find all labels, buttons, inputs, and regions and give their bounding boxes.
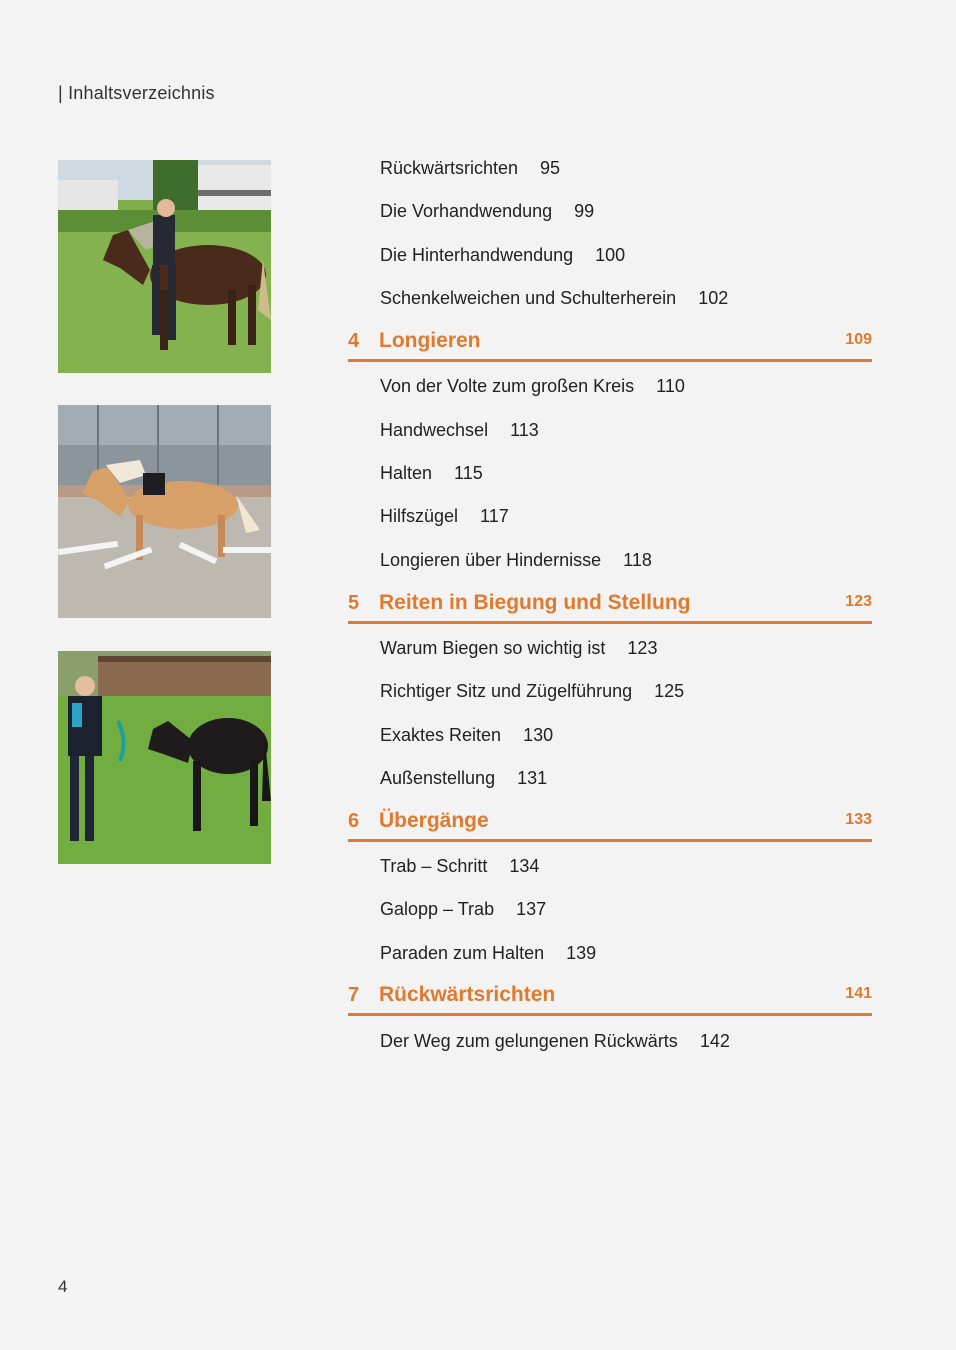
toc-entry[interactable] — [380, 679, 684, 703]
toc-entry-title: Warum Biegen so wichtig ist — [380, 638, 606, 658]
toc-entry[interactable] — [380, 1029, 730, 1053]
toc-entry[interactable] — [380, 156, 560, 180]
toc-entry[interactable] — [380, 286, 728, 310]
toc-entry-title: Longieren über Hindernisse — [380, 550, 602, 570]
toc-entry-title: Schenkelweichen und Schulterherein — [380, 288, 677, 308]
chapter-page: 123 — [845, 593, 872, 610]
photo-handler-pony — [58, 651, 271, 864]
toc-entry-title: Galopp – Trab — [380, 899, 495, 919]
toc-entry[interactable] — [380, 418, 539, 442]
toc-entry[interactable] — [380, 636, 657, 660]
toc-entry-page: 134 — [509, 856, 540, 876]
toc-entry-title: Exaktes Reiten — [380, 725, 502, 745]
toc-entry[interactable] — [380, 199, 594, 223]
chapter-heading[interactable] — [348, 983, 872, 1016]
toc-entry-title: Handwechsel — [380, 420, 489, 440]
chapter-page: 109 — [845, 331, 872, 348]
chapter-page: 133 — [845, 811, 872, 828]
toc-entry-page: 102 — [698, 288, 729, 308]
chapter-title: Rückwärtsrichten — [379, 983, 556, 1006]
toc-entry-page: 131 — [517, 768, 548, 788]
chapter-title: Reiten in Biegung und Stellung — [379, 591, 691, 614]
toc-entry-page: 139 — [566, 943, 597, 963]
toc-entry[interactable] — [380, 504, 509, 528]
page-number: 4 — [58, 1277, 68, 1296]
toc-entry-title: Hilfszügel — [380, 506, 459, 526]
toc-entry[interactable] — [380, 897, 546, 921]
chapter-heading[interactable] — [348, 591, 872, 624]
photo-horse-leading-image — [58, 160, 271, 373]
toc-entry-title: Paraden zum Halten — [380, 943, 545, 963]
toc-entry-title: Halten — [380, 463, 433, 483]
toc-entry-page: 100 — [595, 245, 626, 265]
toc-entry[interactable] — [380, 854, 539, 878]
toc-entry[interactable] — [380, 243, 625, 267]
toc-entry[interactable] — [380, 548, 652, 572]
toc-entry-page: 113 — [510, 420, 539, 440]
toc-entry-title: Außenstellung — [380, 768, 496, 788]
toc-entry[interactable] — [380, 461, 483, 485]
toc-entry-title: Richtiger Sitz und Zügelführung — [380, 681, 633, 701]
toc-entry-page: 115 — [454, 463, 483, 483]
chapter-number: 4 — [348, 330, 360, 352]
toc-entry-title: Rückwärtsrichten — [380, 158, 519, 178]
toc-entry-title: Von der Volte zum großen Kreis — [380, 376, 635, 396]
toc-entry-page: 137 — [516, 899, 547, 919]
photo-horse-leading — [58, 160, 271, 373]
toc-entry-page: 123 — [627, 638, 658, 658]
chapter-number: 5 — [348, 592, 360, 614]
page-header: | Inhaltsverzeichnis — [58, 83, 215, 103]
toc-entry-page: 117 — [480, 506, 509, 526]
toc-entry-title: Die Vorhandwendung — [380, 201, 553, 221]
chapter-number: 6 — [348, 810, 360, 832]
toc-entry[interactable] — [380, 723, 553, 747]
toc-entry-page: 130 — [523, 725, 554, 745]
chapter-number: 7 — [348, 984, 360, 1006]
chapter-heading[interactable] — [348, 329, 872, 362]
toc-entry-title: Der Weg zum gelungenen Rückwärts — [380, 1031, 678, 1051]
toc-entry-page: 110 — [656, 376, 685, 396]
chapter-title: Longieren — [379, 329, 481, 352]
toc-entry-page: 95 — [540, 158, 561, 178]
toc-entry-page: 118 — [623, 550, 652, 570]
toc-entry-page: 142 — [699, 1031, 730, 1051]
toc-entry-title: Die Hinterhandwendung — [380, 245, 574, 265]
photo-horse-poles — [58, 405, 271, 618]
chapter-heading[interactable] — [348, 809, 872, 842]
toc-entry-title: Trab – Schritt — [380, 856, 488, 876]
toc-entry[interactable] — [380, 766, 547, 790]
chapter-page: 141 — [845, 985, 872, 1002]
toc-entry-page: 99 — [574, 201, 595, 221]
photo-horse-poles-image — [58, 405, 271, 618]
toc-entry-page: 125 — [654, 681, 685, 701]
toc-entry[interactable] — [380, 941, 596, 965]
photo-handler-pony-image — [58, 651, 271, 864]
toc-entry[interactable] — [380, 374, 685, 398]
chapter-title: Übergänge — [379, 809, 489, 832]
